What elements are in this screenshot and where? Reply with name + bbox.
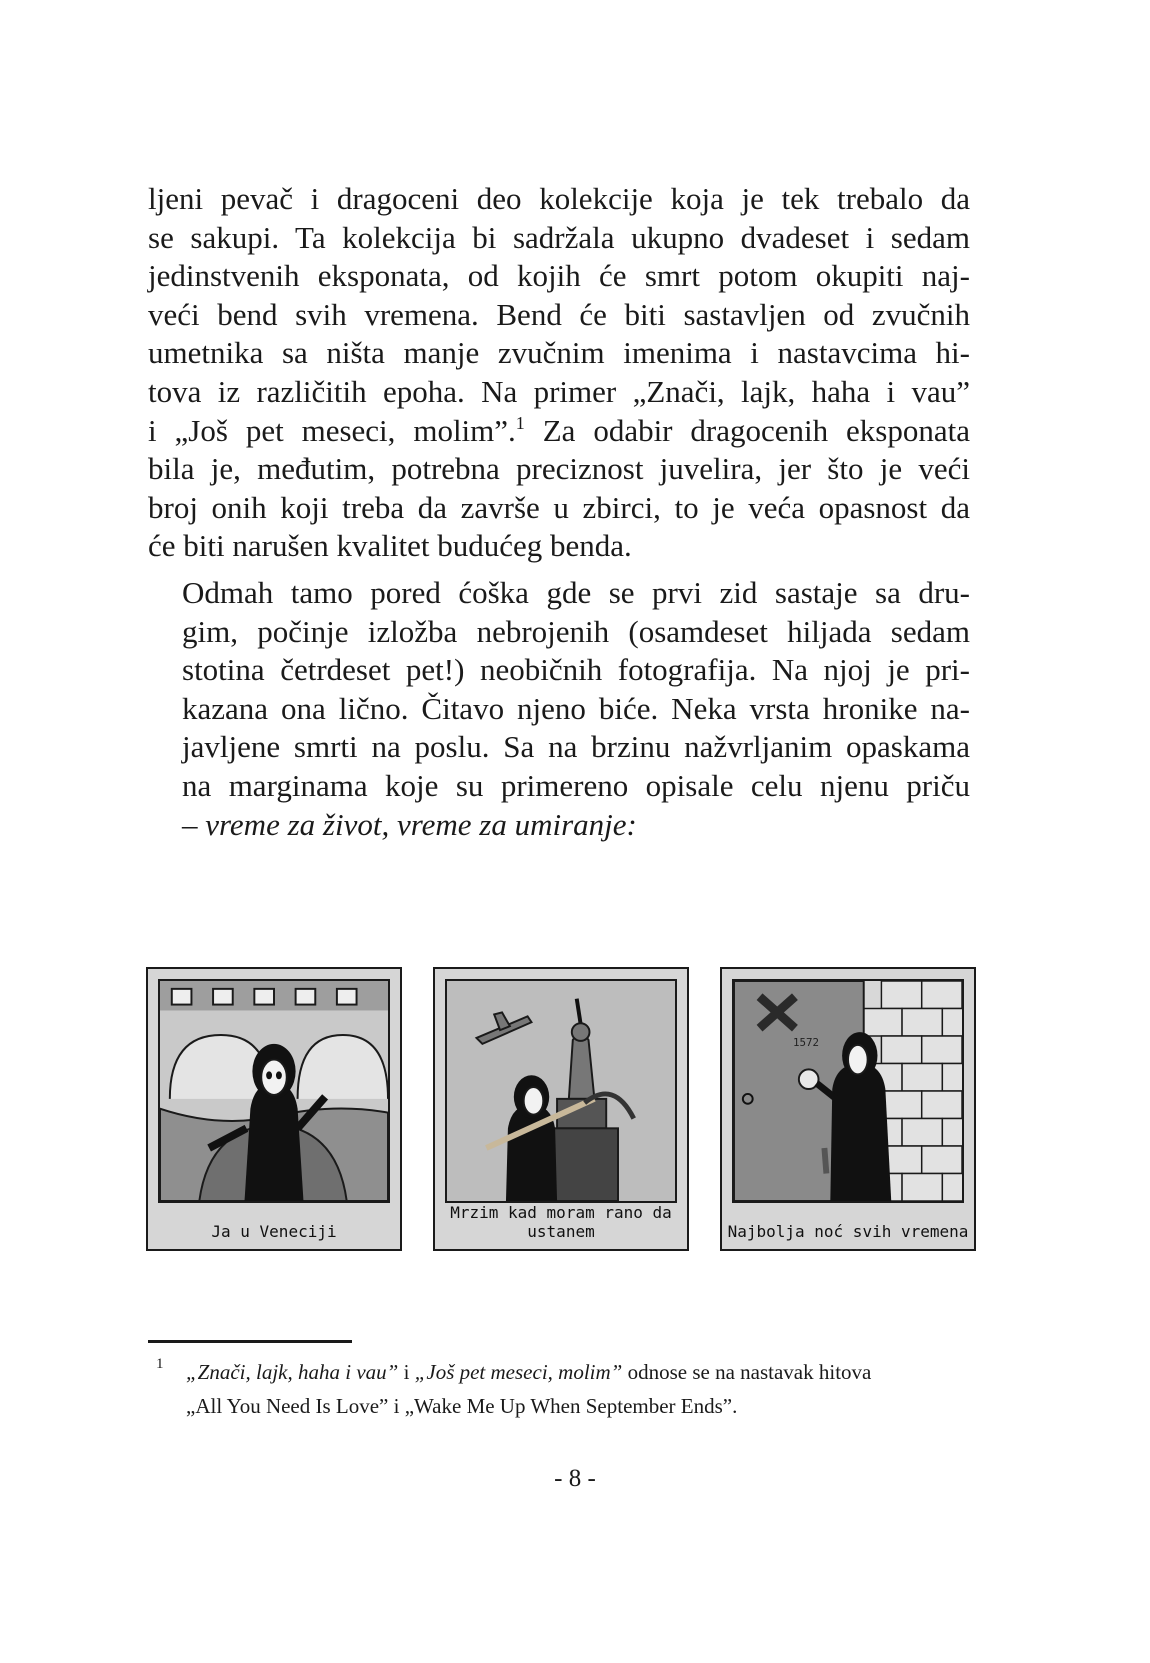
panel-caption: Najbolja noć svih vremena: [727, 1222, 969, 1241]
photo-panel-venice: [146, 967, 402, 1251]
text-line: kazana ona lično. Čitavo njeno biće. Neka vrsta hronike na-: [182, 690, 970, 726]
footnote-number: 1: [156, 1356, 164, 1372]
text-line: ljeni pevač i dragoceni deo kolekcije koja je tek trebalo da: [148, 181, 970, 216]
text-line: stotina četrdeset pet!) neobičnih fotografija. Na njoj je pri-: [182, 652, 970, 688]
text-line: umetnika sa ništa manje zvučnim imenima i nastavcima hi-: [148, 335, 970, 371]
footnote-quote: „Znači, lajk, haha i vau”: [186, 1360, 399, 1384]
paragraph-2: [148, 574, 970, 844]
dash: –: [182, 806, 206, 842]
italic-phrase: vreme za život, vreme za umiranje:: [205, 806, 637, 842]
brick-wall-door-icon: [732, 979, 964, 1203]
footnote-line-2: „All You Need Is Love” i „Wake Me Up When September Ends”.: [186, 1394, 738, 1418]
text-line-italic-tail: [148, 806, 970, 845]
footnote-divider: [148, 1340, 352, 1343]
text-line: će biti narušen kvalitet budućeg benda.: [148, 528, 632, 564]
photo-panel-door: [720, 967, 976, 1251]
text-fragment: Za odabir dragocenih eksponata: [524, 412, 970, 448]
paragraph-1: [148, 180, 970, 566]
photo-panel-liberty: [433, 967, 689, 1251]
footnote-quote: „Još pet meseci, molim”: [414, 1360, 623, 1384]
photo-panels: [146, 967, 976, 1255]
footnote: [148, 1355, 978, 1423]
text-line-with-footnote: [148, 412, 970, 451]
venice-arches-icon: [158, 979, 390, 1203]
body-text: [148, 180, 970, 844]
footnote-conjunction: i: [398, 1360, 415, 1384]
footnote-reference[interactable]: 1: [515, 412, 525, 433]
text-line: javljene smrti na poslu. Sa na brzinu nažvrljanim opaskama: [182, 729, 970, 765]
text-line: veći bend svih vremena. Bend će biti sastavljen od zvučnih: [148, 296, 970, 332]
page-number: - 8 -: [554, 1465, 596, 1492]
text-line: bila je, međutim, potrebna preciznost juvelira, jer što je veći: [148, 451, 970, 487]
text-line: broj onih koji treba da završe u zbirci, to je veća opasnost da: [148, 489, 970, 525]
text-line: tova iz različitih epoha. Na primer „Znači, lajk, haha i vau”: [148, 373, 970, 409]
footnote-line-1: [186, 1355, 978, 1389]
statue-of-liberty-icon: [445, 979, 677, 1203]
text-line: Odmah tamo pored ćoška gde se prvi zid sastaje sa dru-: [182, 574, 970, 610]
door-number: 1572: [792, 1035, 819, 1049]
panel-caption: Mrzim kad moram rano da ustanem: [450, 1203, 672, 1241]
text-line: gim, počinje izložba nebrojenih (osamdeset hiljada sedam: [182, 613, 970, 649]
panel-caption: Ja u Veneciji: [211, 1222, 337, 1241]
text-fragment: i „Još pet meseci, molim”.: [148, 412, 516, 448]
text-line: jedinstvenih eksponata, od kojih će smrt potom okupiti naj-: [148, 258, 970, 294]
text-line: se sakupi. Ta kolekcija bi sadržala ukupno dvadeset i sedam: [148, 219, 970, 255]
text-line: na marginama koje su primereno opisale celu njenu priču: [182, 767, 970, 803]
footnote-text: odnose se na nastavak hitova: [622, 1360, 872, 1384]
